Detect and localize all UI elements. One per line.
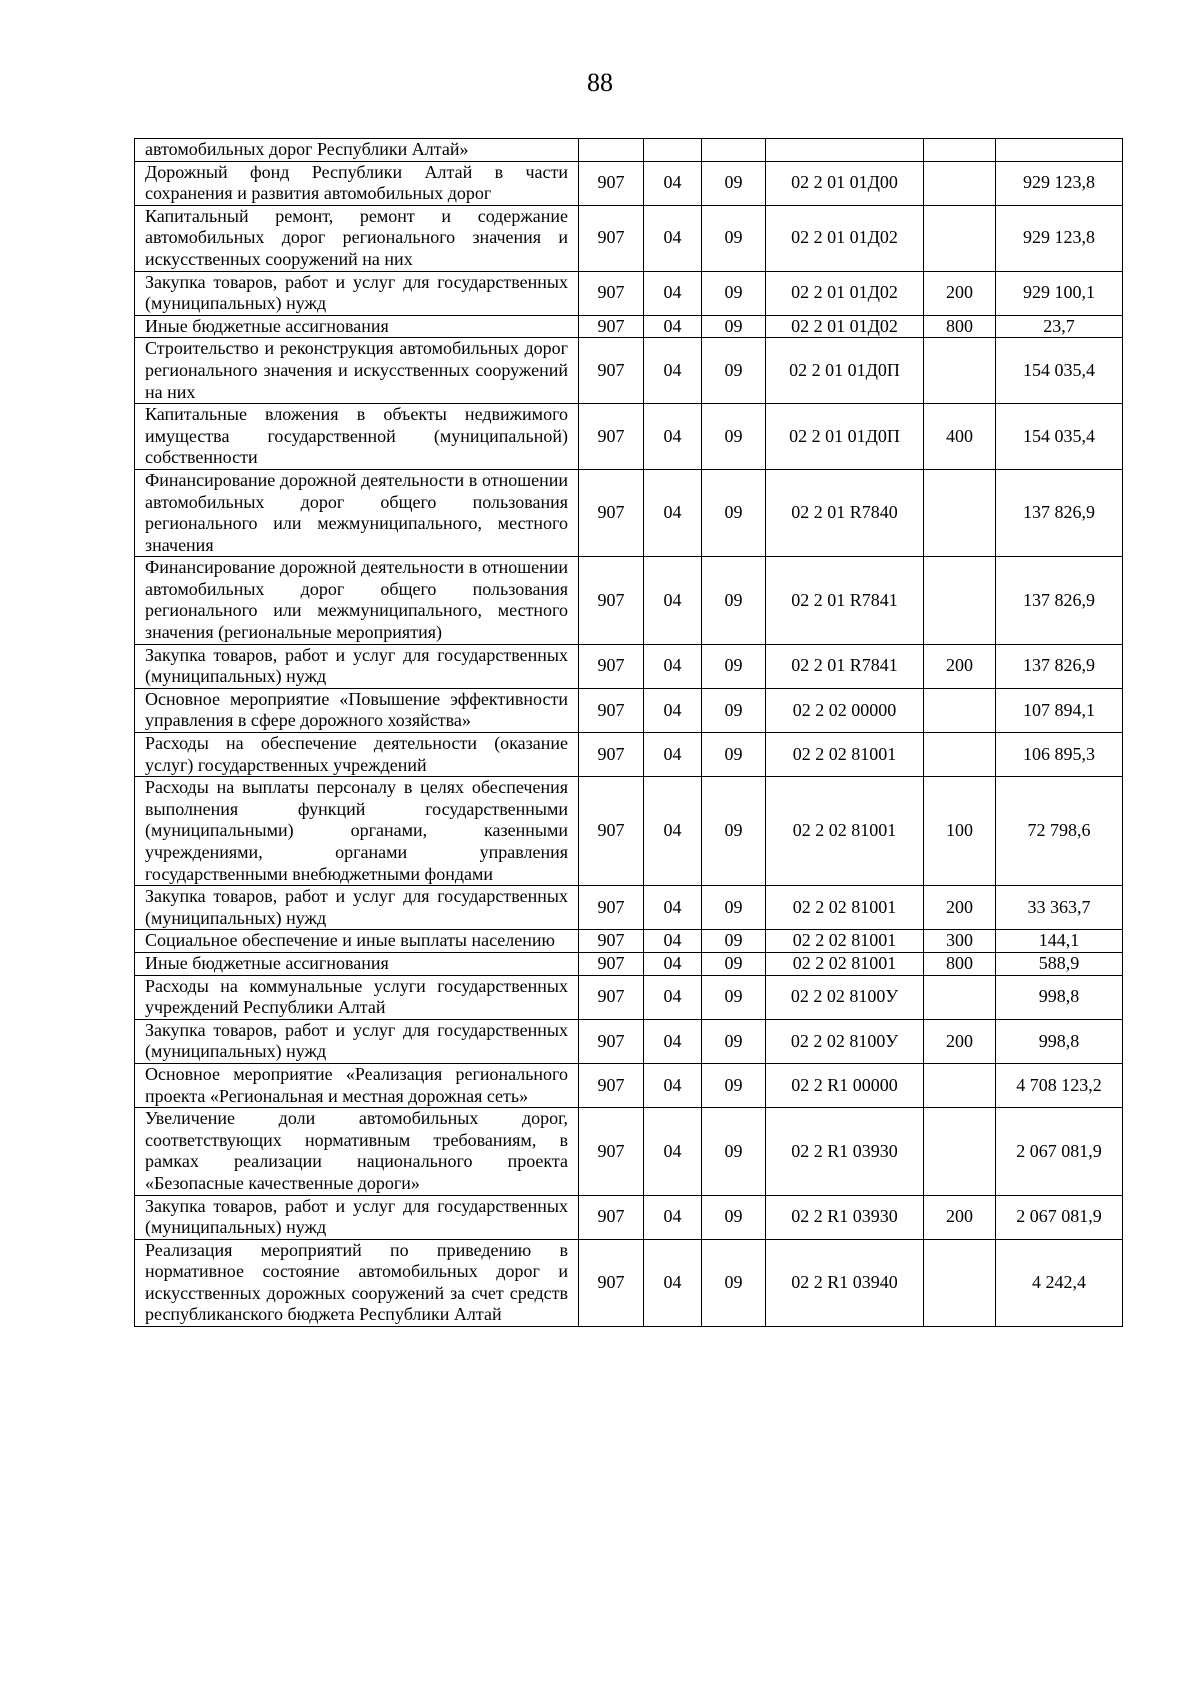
row-amount-cell: 107 894,1 bbox=[996, 688, 1123, 732]
row-section-cell: 04 bbox=[644, 886, 702, 930]
row-grbs-cell: 907 bbox=[579, 777, 644, 886]
table-row bbox=[135, 557, 1123, 644]
row-target-article-cell: 02 2 01 01Д02 bbox=[766, 271, 924, 315]
row-amount-cell: 137 826,9 bbox=[996, 557, 1123, 644]
row-amount-cell: 2 067 081,9 bbox=[996, 1108, 1123, 1195]
row-grbs-cell: 907 bbox=[579, 1108, 644, 1195]
row-name-cell: Расходы на обеспечение деятельности (оказание услуг) государственных учреждений bbox=[135, 733, 579, 777]
row-amount-cell: 33 363,7 bbox=[996, 886, 1123, 930]
row-amount-cell: 137 826,9 bbox=[996, 644, 1123, 688]
row-target-article-cell: 02 2 02 8100У bbox=[766, 975, 924, 1019]
table-row bbox=[135, 139, 1123, 162]
row-section-cell: 04 bbox=[644, 404, 702, 470]
row-target-article-cell: 02 2 02 81001 bbox=[766, 952, 924, 975]
row-name-cell: Основное мероприятие «Реализация регионального проекта «Региональная и местная дорожная сеть» bbox=[135, 1063, 579, 1107]
row-subsection-cell: 09 bbox=[702, 161, 766, 205]
row-subsection-cell: 09 bbox=[702, 1195, 766, 1239]
row-grbs-cell: 907 bbox=[579, 975, 644, 1019]
row-grbs-cell: 907 bbox=[579, 644, 644, 688]
row-amount-cell: 154 035,4 bbox=[996, 404, 1123, 470]
row-section-cell: 04 bbox=[644, 338, 702, 404]
row-expense-type-cell: 800 bbox=[924, 952, 996, 975]
row-amount-cell: 2 067 081,9 bbox=[996, 1195, 1123, 1239]
row-name-cell: Закупка товаров, работ и услуг для государственных (муниципальных) нужд bbox=[135, 1195, 579, 1239]
page-number: 88 bbox=[587, 68, 613, 97]
row-section-cell: 04 bbox=[644, 469, 702, 556]
table-row bbox=[135, 338, 1123, 404]
row-name-cell: Реализация мероприятий по приведению в нормативное состояние автомобильных дорог и искусственных дорожных сооружений за счет средств республиканского бюджета Республики Алтай bbox=[135, 1239, 579, 1326]
row-amount-cell: 998,8 bbox=[996, 975, 1123, 1019]
row-target-article-cell: 02 2 01 R7841 bbox=[766, 644, 924, 688]
table-row bbox=[135, 777, 1123, 886]
row-target-article-cell: 02 2 R1 03930 bbox=[766, 1108, 924, 1195]
row-grbs-cell: 907 bbox=[579, 557, 644, 644]
row-expense-type-cell bbox=[924, 1239, 996, 1326]
table-row bbox=[135, 315, 1123, 338]
table-row bbox=[135, 1019, 1123, 1063]
row-amount-cell: 72 798,6 bbox=[996, 777, 1123, 886]
row-name-cell: Финансирование дорожной деятельности в отношении автомобильных дорог общего пользования регионального или межмуниципального, местного значения (региональные мероприятия) bbox=[135, 557, 579, 644]
row-grbs-cell: 907 bbox=[579, 733, 644, 777]
row-target-article-cell: 02 2 02 8100У bbox=[766, 1019, 924, 1063]
row-target-article-cell: 02 2 01 R7841 bbox=[766, 557, 924, 644]
row-section-cell: 04 bbox=[644, 161, 702, 205]
row-name-cell: Финансирование дорожной деятельности в отношении автомобильных дорог общего пользования регионального или межмуниципального, местного значения bbox=[135, 469, 579, 556]
row-name-cell: Иные бюджетные ассигнования bbox=[135, 315, 579, 338]
table-row bbox=[135, 469, 1123, 556]
row-expense-type-cell bbox=[924, 1108, 996, 1195]
row-expense-type-cell: 300 bbox=[924, 930, 996, 953]
row-expense-type-cell bbox=[924, 469, 996, 556]
row-section-cell: 04 bbox=[644, 1019, 702, 1063]
row-subsection-cell: 09 bbox=[702, 338, 766, 404]
row-subsection-cell: 09 bbox=[702, 975, 766, 1019]
row-grbs-cell: 907 bbox=[579, 469, 644, 556]
row-expense-type-cell bbox=[924, 161, 996, 205]
table-row bbox=[135, 1239, 1123, 1326]
row-amount-cell: 588,9 bbox=[996, 952, 1123, 975]
row-name-cell: автомобильных дорог Республики Алтай» bbox=[135, 139, 579, 162]
row-section-cell: 04 bbox=[644, 688, 702, 732]
row-subsection-cell: 09 bbox=[702, 469, 766, 556]
row-amount-cell: 4 242,4 bbox=[996, 1239, 1123, 1326]
row-grbs-cell bbox=[579, 139, 644, 162]
row-grbs-cell: 907 bbox=[579, 271, 644, 315]
table-row bbox=[135, 1063, 1123, 1107]
row-section-cell: 04 bbox=[644, 1239, 702, 1326]
table-row bbox=[135, 404, 1123, 470]
row-amount-cell: 137 826,9 bbox=[996, 469, 1123, 556]
row-amount-cell: 929 123,8 bbox=[996, 161, 1123, 205]
row-expense-type-cell bbox=[924, 1063, 996, 1107]
row-target-article-cell: 02 2 02 81001 bbox=[766, 930, 924, 953]
row-subsection-cell: 09 bbox=[702, 644, 766, 688]
row-target-article-cell: 02 2 02 81001 bbox=[766, 733, 924, 777]
row-subsection-cell: 09 bbox=[702, 930, 766, 953]
row-expense-type-cell: 200 bbox=[924, 1019, 996, 1063]
table-row bbox=[135, 161, 1123, 205]
row-subsection-cell: 09 bbox=[702, 1239, 766, 1326]
row-subsection-cell bbox=[702, 139, 766, 162]
row-amount-cell bbox=[996, 139, 1123, 162]
row-name-cell: Закупка товаров, работ и услуг для государственных (муниципальных) нужд bbox=[135, 1019, 579, 1063]
row-expense-type-cell: 200 bbox=[924, 644, 996, 688]
row-name-cell: Закупка товаров, работ и услуг для государственных (муниципальных) нужд bbox=[135, 271, 579, 315]
row-section-cell: 04 bbox=[644, 315, 702, 338]
row-amount-cell: 929 100,1 bbox=[996, 271, 1123, 315]
row-grbs-cell: 907 bbox=[579, 161, 644, 205]
row-name-cell: Основное мероприятие «Повышение эффективности управления в сфере дорожного хозяйства» bbox=[135, 688, 579, 732]
row-section-cell: 04 bbox=[644, 952, 702, 975]
row-grbs-cell: 907 bbox=[579, 404, 644, 470]
row-name-cell: Иные бюджетные ассигнования bbox=[135, 952, 579, 975]
row-section-cell: 04 bbox=[644, 205, 702, 271]
row-amount-cell: 929 123,8 bbox=[996, 205, 1123, 271]
row-section-cell: 04 bbox=[644, 557, 702, 644]
row-subsection-cell: 09 bbox=[702, 271, 766, 315]
row-target-article-cell: 02 2 01 01Д0П bbox=[766, 338, 924, 404]
row-expense-type-cell: 800 bbox=[924, 315, 996, 338]
row-subsection-cell: 09 bbox=[702, 688, 766, 732]
row-subsection-cell: 09 bbox=[702, 1019, 766, 1063]
row-subsection-cell: 09 bbox=[702, 777, 766, 886]
row-grbs-cell: 907 bbox=[579, 1195, 644, 1239]
row-name-cell: Расходы на выплаты персоналу в целях обеспечения выполнения функций государственными (муниципальными) органами, казенными учреждениями, органами управления государственными внебюджетными фондами bbox=[135, 777, 579, 886]
row-section-cell bbox=[644, 139, 702, 162]
row-amount-cell: 154 035,4 bbox=[996, 338, 1123, 404]
row-subsection-cell: 09 bbox=[702, 952, 766, 975]
row-name-cell: Дорожный фонд Республики Алтай в части сохранения и развития автомобильных дорог bbox=[135, 161, 579, 205]
row-grbs-cell: 907 bbox=[579, 338, 644, 404]
row-section-cell: 04 bbox=[644, 1108, 702, 1195]
row-grbs-cell: 907 bbox=[579, 1239, 644, 1326]
row-expense-type-cell: 200 bbox=[924, 271, 996, 315]
table-row bbox=[135, 952, 1123, 975]
row-name-cell: Капитальные вложения в объекты недвижимого имущества государственной (муниципальной) собственности bbox=[135, 404, 579, 470]
row-section-cell: 04 bbox=[644, 644, 702, 688]
row-grbs-cell: 907 bbox=[579, 205, 644, 271]
table-row bbox=[135, 975, 1123, 1019]
row-section-cell: 04 bbox=[644, 1063, 702, 1107]
row-target-article-cell: 02 2 01 01Д02 bbox=[766, 315, 924, 338]
row-target-article-cell: 02 2 02 81001 bbox=[766, 777, 924, 886]
row-name-cell: Капитальный ремонт, ремонт и содержание автомобильных дорог регионального значения и искусственных сооружений на них bbox=[135, 205, 579, 271]
row-target-article-cell: 02 2 02 00000 bbox=[766, 688, 924, 732]
row-expense-type-cell bbox=[924, 557, 996, 644]
table-row bbox=[135, 1108, 1123, 1195]
row-amount-cell: 106 895,3 bbox=[996, 733, 1123, 777]
row-target-article-cell: 02 2 01 R7840 bbox=[766, 469, 924, 556]
row-section-cell: 04 bbox=[644, 930, 702, 953]
row-subsection-cell: 09 bbox=[702, 557, 766, 644]
row-name-cell: Социальное обеспечение и иные выплаты населению bbox=[135, 930, 579, 953]
row-expense-type-cell: 400 bbox=[924, 404, 996, 470]
row-subsection-cell: 09 bbox=[702, 1063, 766, 1107]
row-grbs-cell: 907 bbox=[579, 930, 644, 953]
row-grbs-cell: 907 bbox=[579, 1019, 644, 1063]
row-amount-cell: 144,1 bbox=[996, 930, 1123, 953]
row-section-cell: 04 bbox=[644, 733, 702, 777]
row-name-cell: Увеличение доли автомобильных дорог, соответствующих нормативным требованиям, в рамках реализации национального проекта «Безопасные качественные дороги» bbox=[135, 1108, 579, 1195]
row-target-article-cell: 02 2 01 01Д02 bbox=[766, 205, 924, 271]
row-section-cell: 04 bbox=[644, 777, 702, 886]
row-subsection-cell: 09 bbox=[702, 315, 766, 338]
row-amount-cell: 4 708 123,2 bbox=[996, 1063, 1123, 1107]
row-name-cell: Закупка товаров, работ и услуг для государственных (муниципальных) нужд bbox=[135, 886, 579, 930]
row-expense-type-cell: 200 bbox=[924, 1195, 996, 1239]
row-section-cell: 04 bbox=[644, 271, 702, 315]
row-target-article-cell: 02 2 R1 03940 bbox=[766, 1239, 924, 1326]
row-target-article-cell: 02 2 R1 03930 bbox=[766, 1195, 924, 1239]
table-row bbox=[135, 886, 1123, 930]
row-grbs-cell: 907 bbox=[579, 315, 644, 338]
row-target-article-cell: 02 2 01 01Д00 bbox=[766, 161, 924, 205]
table-row bbox=[135, 930, 1123, 953]
row-expense-type-cell: 200 bbox=[924, 886, 996, 930]
row-expense-type-cell bbox=[924, 688, 996, 732]
table-row bbox=[135, 1195, 1123, 1239]
row-amount-cell: 998,8 bbox=[996, 1019, 1123, 1063]
row-grbs-cell: 907 bbox=[579, 952, 644, 975]
row-subsection-cell: 09 bbox=[702, 733, 766, 777]
table-row bbox=[135, 644, 1123, 688]
row-subsection-cell: 09 bbox=[702, 205, 766, 271]
row-grbs-cell: 907 bbox=[579, 1063, 644, 1107]
row-grbs-cell: 907 bbox=[579, 886, 644, 930]
row-name-cell: Закупка товаров, работ и услуг для государственных (муниципальных) нужд bbox=[135, 644, 579, 688]
row-expense-type-cell bbox=[924, 205, 996, 271]
row-section-cell: 04 bbox=[644, 1195, 702, 1239]
row-expense-type-cell: 100 bbox=[924, 777, 996, 886]
row-target-article-cell: 02 2 02 81001 bbox=[766, 886, 924, 930]
row-expense-type-cell bbox=[924, 975, 996, 1019]
row-expense-type-cell bbox=[924, 338, 996, 404]
table-row bbox=[135, 733, 1123, 777]
row-target-article-cell bbox=[766, 139, 924, 162]
row-grbs-cell: 907 bbox=[579, 688, 644, 732]
row-subsection-cell: 09 bbox=[702, 404, 766, 470]
row-expense-type-cell bbox=[924, 733, 996, 777]
row-target-article-cell: 02 2 R1 00000 bbox=[766, 1063, 924, 1107]
row-section-cell: 04 bbox=[644, 975, 702, 1019]
row-name-cell: Строительство и реконструкция автомобильных дорог регионального значения и искусственных сооружений на них bbox=[135, 338, 579, 404]
row-target-article-cell: 02 2 01 01Д0П bbox=[766, 404, 924, 470]
row-name-cell: Расходы на коммунальные услуги государственных учреждений Республики Алтай bbox=[135, 975, 579, 1019]
table-row bbox=[135, 688, 1123, 732]
budget-table bbox=[134, 138, 1123, 1327]
row-expense-type-cell bbox=[924, 139, 996, 162]
table-row bbox=[135, 271, 1123, 315]
row-amount-cell: 23,7 bbox=[996, 315, 1123, 338]
budget-table-body bbox=[135, 139, 1123, 1327]
row-subsection-cell: 09 bbox=[702, 1108, 766, 1195]
table-row bbox=[135, 205, 1123, 271]
row-subsection-cell: 09 bbox=[702, 886, 766, 930]
